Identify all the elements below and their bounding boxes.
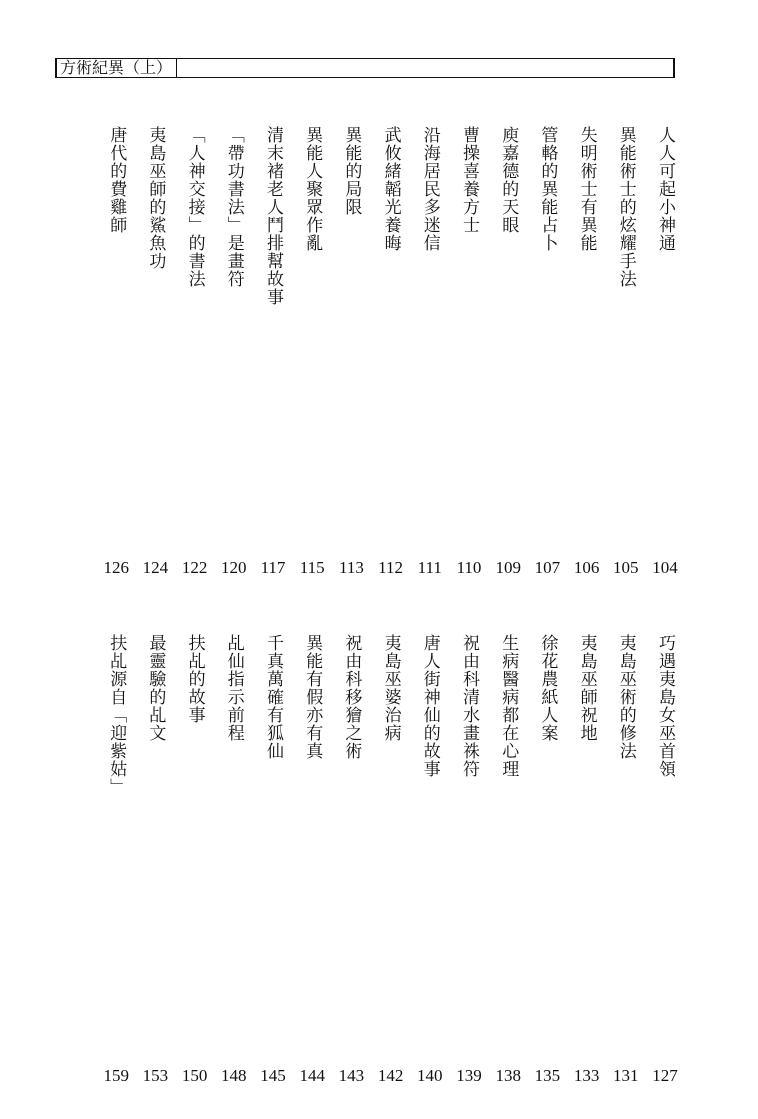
toc-entry-page: 105: [613, 558, 639, 577]
toc-entry-page: 104: [652, 558, 678, 577]
toc-entry-page: 153: [142, 1066, 169, 1085]
toc-entry-page: 159: [103, 1066, 129, 1085]
toc-entry-page: 122: [181, 558, 208, 577]
toc-entry-title: 最靈驗的乩文: [145, 634, 166, 742]
toc-entry-title: 管輅的異能占卜: [537, 126, 558, 252]
toc-entry-title: 「帶功書法」是畫符: [223, 126, 244, 288]
toc-entry-title: 乩仙指示前程: [223, 634, 244, 742]
toc-entry-page: 110: [456, 558, 482, 577]
toc-entry-page: 124: [142, 558, 169, 577]
toc-entry-title: 千真萬確有狐仙: [263, 634, 283, 760]
toc-entry-title: 曹操喜養方士: [459, 126, 479, 234]
book-title: 方術紀異（上）: [60, 58, 177, 78]
toc-entry-page: 112: [378, 558, 404, 577]
toc-entry-title: 夷島巫師祝地: [576, 634, 597, 742]
toc-entry-page: 143: [338, 1066, 365, 1085]
toc-entry-title: 徐花農紙人案: [537, 634, 558, 742]
toc-entry-page: 131: [613, 1066, 639, 1085]
toc-entry-title: 沿海居民多迷信: [419, 126, 440, 252]
toc-entry-page: 150: [181, 1066, 208, 1085]
toc-entry-page: 145: [260, 1066, 286, 1085]
toc-entry-page: 106: [573, 558, 600, 577]
toc-entry-page: 139: [456, 1066, 482, 1085]
toc-entry-title: 武攸緒韜光養晦: [380, 126, 401, 252]
toc-entry-page: 144: [299, 1066, 325, 1085]
toc-entry-title: 失明術士有異能: [576, 126, 597, 252]
toc-entry-page: 127: [652, 1066, 678, 1085]
toc-entry-title: 生病醫病都在心理: [498, 634, 519, 778]
toc-entry-title: 異能人聚眾作亂: [302, 126, 323, 252]
toc-entry-title: 夷島巫師的鯊魚功: [145, 126, 166, 270]
toc-entry-title: 巧遇夷島女巫首領: [655, 634, 675, 778]
running-header: [55, 58, 675, 78]
toc-entry-page: 109: [495, 558, 521, 577]
toc-entry-page: 120: [221, 558, 247, 577]
toc-entry-title: 異能的局限: [341, 126, 362, 216]
toc-entry-title: 異能術士的炫耀手法: [615, 126, 636, 288]
toc-entry-page: 113: [338, 558, 364, 577]
toc-entry-page: 115: [299, 558, 325, 577]
toc-entry-title: 「人神交接」的書法: [184, 126, 205, 288]
toc-entry-title: 扶乩源自「迎紫姑」: [106, 634, 127, 796]
toc-entry-title: 人人可起小神通: [655, 126, 675, 252]
toc-entry-title: 清末褚老人鬥排幫故事: [263, 126, 283, 306]
toc-entry-page: 111: [417, 558, 442, 577]
toc-entry-title: 祝由科清水畫祩符: [459, 634, 479, 778]
toc-entry-page: 107: [534, 558, 561, 577]
toc-entry-title: 夷島巫婆治病: [380, 634, 401, 742]
toc-entry-title: 異能有假亦有真: [302, 634, 323, 760]
toc-entry-title: 庾嘉德的天眼: [498, 126, 519, 234]
toc-entry-title: 祝由科移獪之術: [341, 634, 362, 760]
toc-entry-page: 135: [534, 1066, 561, 1085]
toc-entry-page: 142: [377, 1066, 404, 1085]
toc-entry-page: 138: [495, 1066, 521, 1085]
toc-entry-title: 扶乩的故事: [184, 634, 205, 724]
toc-entry-title: 唐代的費雞師: [106, 126, 127, 234]
toc-entry-page: 126: [103, 558, 129, 577]
toc-entry-page: 117: [260, 558, 286, 577]
toc-entry-title: 夷島巫術的修法: [615, 634, 636, 760]
toc-entry-page: 148: [221, 1066, 247, 1085]
toc-entry-page: 133: [573, 1066, 600, 1085]
toc-entry-title: 唐人街神仙的故事: [419, 634, 440, 778]
toc-entry-page: 140: [417, 1066, 443, 1085]
